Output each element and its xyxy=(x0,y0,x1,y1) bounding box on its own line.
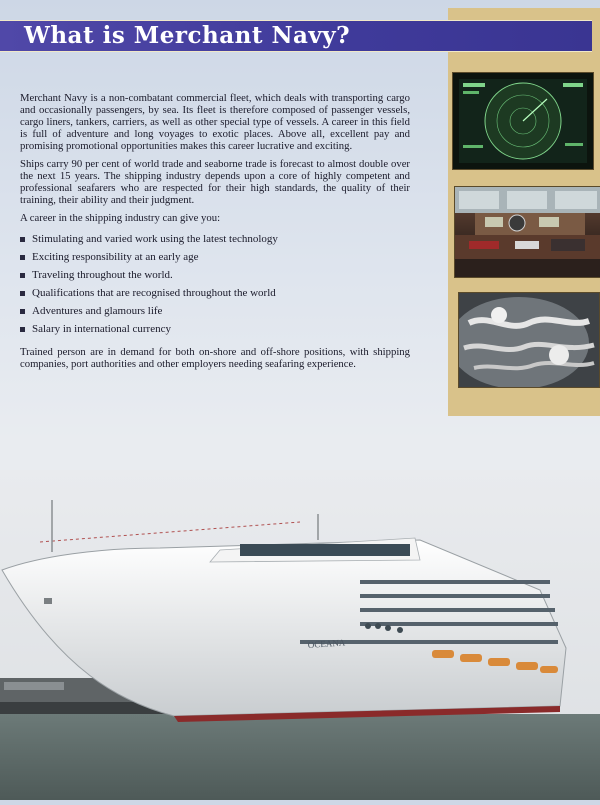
page-title: What is Merchant Navy? xyxy=(24,22,351,49)
list-item: Stimulating and varied work using the latest technology xyxy=(20,230,410,248)
cruise-ship-photo xyxy=(0,470,600,800)
main-text xyxy=(20,92,410,376)
paragraph-closing: Trained person are in demand for both on-shore and off-shore positions, with shipping companies, port authorities and other employers needing seafaring experience. xyxy=(20,346,410,370)
ship-bridge-photo xyxy=(454,186,600,278)
list-item: Adventures and glamours life xyxy=(20,302,410,320)
career-benefits-list xyxy=(20,230,410,338)
radar-screen-photo xyxy=(452,72,594,170)
list-item: Qualifications that are recognised throughout the world xyxy=(20,284,410,302)
list-item: Salary in international currency xyxy=(20,320,410,338)
paragraph-trade: Ships carry 90 per cent of world trade and seaborne trade is forecast to almost double over the next 15 years. The shipping industry depends upon a core of highly competent and professional seafarers who are respected for their high standards, the quality of their training, their ability and their judgment. xyxy=(20,158,410,206)
career-lead: A career in the shipping industry can give you: xyxy=(20,212,221,224)
list-item: Exciting responsibility at an early age xyxy=(20,248,410,266)
satellite-weather-photo xyxy=(458,292,600,388)
paragraph-intro: Merchant Navy is a non-combatant commercial fleet, which deals with transporting cargo and occasionally passengers, by sea. Its fleet is therefore composed of passenger vessels, cargo liners, tankers, carriers, as well as other special type of vessels. A career in this field is full of adventure and long voyages to exotic places. Above all, excellent pay and promising promotional opportunities makes this career lucrative and exciting. xyxy=(20,92,410,152)
title-banner xyxy=(0,20,592,52)
list-item: Traveling throughout the world. xyxy=(20,266,410,284)
ship-hull-name: OCEANA xyxy=(307,637,346,650)
